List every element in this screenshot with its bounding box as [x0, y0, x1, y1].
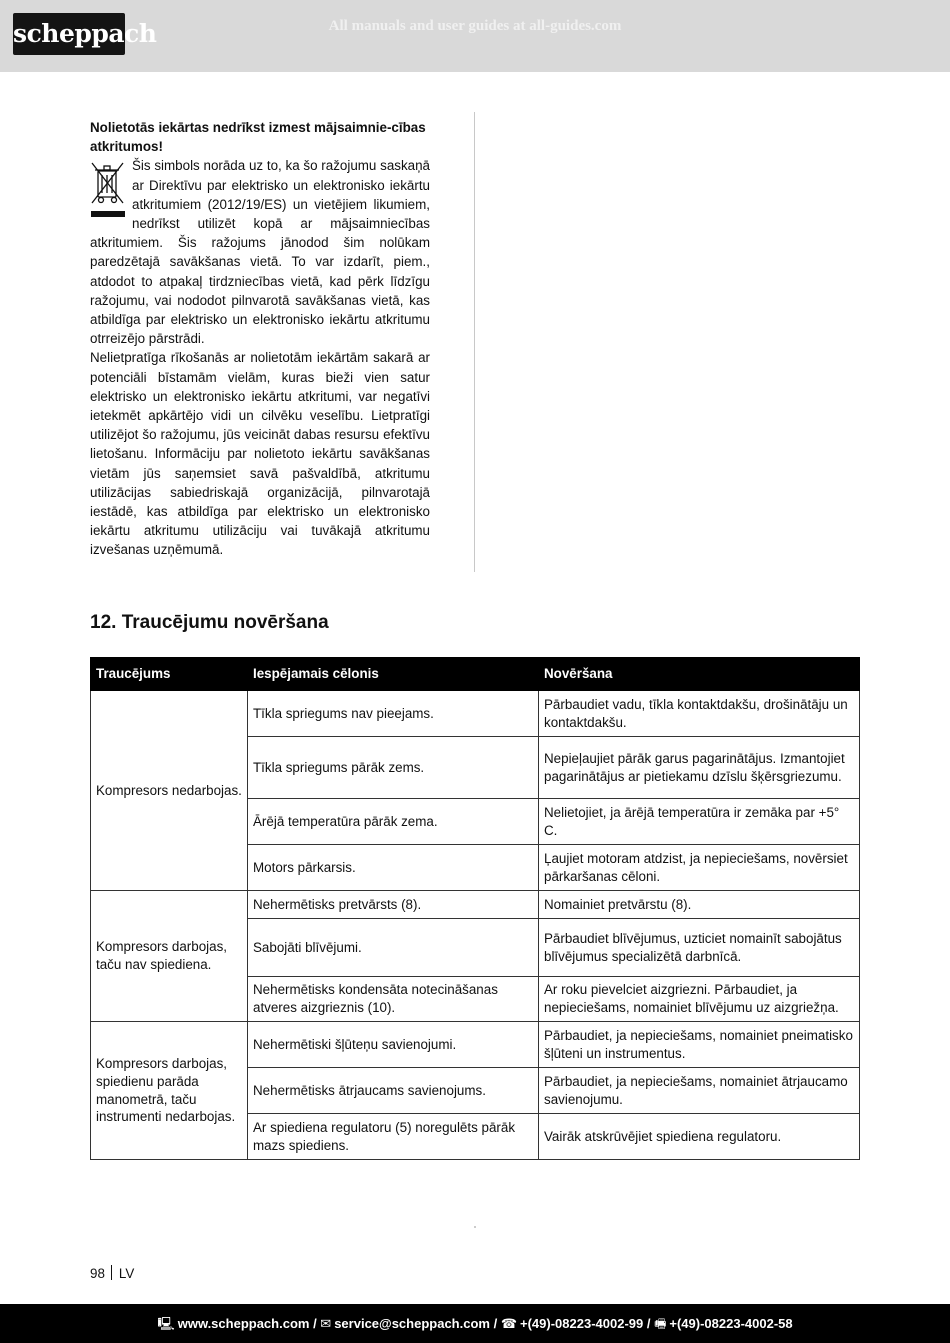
cause-cell: Ar spiediena regulatoru (5) noregulēts pārāk mazs spiediens.: [248, 1114, 539, 1160]
cause-cell: Sabojāti blīvējumi.: [248, 919, 539, 977]
header-remedy: Novēršana: [539, 658, 860, 691]
cause-cell: Ārējā temperatūra pārāk zema.: [248, 799, 539, 845]
section-title: 12. Traucējumu novēršana: [90, 612, 329, 633]
fault-cell: Kompresors darbojas, spiedienu parāda manometrā, taču instrumenti nedarbojas.: [91, 1022, 248, 1160]
cause-cell: Motors pārkarsis.: [248, 845, 539, 891]
table-row: [91, 891, 860, 919]
remedy-cell: Nepieļaujiet pārāk garus pagarinātājus. Izmantojiet pagarinātājus ar pietiekamu dzīslu šķērsgriezumu.: [539, 737, 860, 799]
table-header-row: [91, 658, 860, 691]
phone-icon: ☎: [500, 1316, 518, 1331]
disposal-notice: [90, 118, 430, 560]
cause-cell: Nehermētisks ātrjaucams savienojums.: [248, 1068, 539, 1114]
cause-cell: Tīkla spriegums nav pieejams.: [248, 691, 539, 737]
header-fault: Traucējums: [91, 658, 248, 691]
cause-cell: Nehermētiski šļūteņu savienojumi.: [248, 1022, 539, 1068]
fax-icon: 🖷: [654, 1316, 667, 1331]
footer-fax: +(49)-08223-4002-58: [669, 1316, 793, 1331]
page-number: 98: [90, 1266, 105, 1281]
remedy-cell: Ļaujiet motoram atdzist, ja nepieciešams, novērsiet pārkaršanas cēloni.: [539, 845, 860, 891]
cause-cell: Nehermētisks pretvārsts (8).: [248, 891, 539, 919]
crossed-out-bin-icon: [90, 159, 126, 221]
page-mark: [474, 1226, 476, 1228]
remedy-cell: Nelietojiet, ja ārējā temperatūra ir zemāka par +5° C.: [539, 799, 860, 845]
cause-cell: Nehermētisks kondensāta notecināšanas atveres aizgrieznis (10).: [248, 977, 539, 1022]
remedy-cell: Pārbaudiet blīvējumus, uzticiet nomainīt sabojātus blīvējumus specializētā darbnīcā.: [539, 919, 860, 977]
table-row: [91, 691, 860, 737]
footer-email-link[interactable]: service@scheppach.com: [334, 1316, 490, 1331]
remedy-cell: Ar roku pievelciet aizgriezni. Pārbaudiet, ja nepieciešams, nomainiet blīvējumu uz aizgriežņa.: [539, 977, 860, 1022]
remedy-cell: Vairāk atskrūvējiet spiediena regulatoru.: [539, 1114, 860, 1160]
page-language: LV: [118, 1266, 135, 1281]
troubleshooting-table: [90, 657, 860, 1160]
page-footer-number: [90, 1265, 134, 1281]
remedy-cell: Pārbaudiet vadu, tīkla kontaktdakšu, drošinātāju un kontaktdakšu.: [539, 691, 860, 737]
remedy-cell: Pārbaudiet, ja nepieciešams, nomainiet pneimatisko šļūteni un instrumentus.: [539, 1022, 860, 1068]
disposal-paragraph-1: Šis simbols norāda uz to, ka šo ražojumu saskaņā ar Direktīvu par elektrisko un elektronisko iekārtu atkritumiem (2012/19/ES) un vietējiem likumiem, nedrīkst utilizēt kopā ar mājsaimniecības atkritumiem. Šis ražojums jānodod šim nolūkam paredzētajā savākšanas vietā. To var izdarīt, piem., atdodot to atpakaļ tirdzniecības vietā, kad pērk līdzīgu ražojumu, vai nododot pilnvarotā savākšanas vietā, kas atbildīga par elektrisko un elektronisko iekārtu atkritumu otrreizējo pārstrādi.: [90, 158, 430, 347]
header-cause: Iespējamais cēlonis: [248, 658, 539, 691]
remedy-cell: Pārbaudiet, ja nepieciešams, nomainiet ātrjaucamo savienojumu.: [539, 1068, 860, 1114]
cause-cell: Tīkla spriegums pārāk zems.: [248, 737, 539, 799]
footer-phone: +(49)-08223-4002-99: [520, 1316, 644, 1331]
page-number-divider: [111, 1265, 112, 1280]
contact-footer: 🖳 www.scheppach.com / ✉ service@scheppach.com / ☎ +(49)-08223-4002-99 / 🖷 +(49)-08223-4002-58: [0, 1304, 950, 1343]
column-divider: [474, 112, 475, 572]
computer-icon: 🖳: [157, 1316, 175, 1331]
brand-logo: scheppach: [13, 13, 125, 55]
footer-web-link[interactable]: www.scheppach.com: [177, 1316, 310, 1331]
fault-cell: Kompresors darbojas, taču nav spiediena.: [91, 891, 248, 1022]
table-row: [91, 1022, 860, 1068]
disposal-paragraph-2: Nelietpratīga rīkošanās ar nolietotām iekārtām sakarā ar potenciāli bīstamām vielām, kuras bieži vien satur elektrisko un elektronisko iekārtu atkritumi, var negatīvi ietekmēt apkārtējo vidi un cilvēku veselību. Lietpratīgi utilizējot šo ražojumu, jūs veicināt dabas resursu efektīvu lietošanu. Informāciju par nolietoto iekārtu savākšanas vietām jūs saņemsiet savā pašvaldībā, atkritumu utilizācijas sabiedriskajā organizācijā, pilnvarotajā iestādē, kas atbildīga par elektrisko un elektronisko iekārtu atkritumu utilizāciju vai tuvākajā atkritumu izvešanas uzņēmumā.: [90, 350, 430, 558]
header-bar: [0, 0, 950, 72]
watermark: All manuals and user guides at all-guides.com: [328, 18, 622, 34]
remedy-cell: Nomainiet pretvārstu (8).: [539, 891, 860, 919]
fault-cell: Kompresors nedarbojas.: [91, 691, 248, 891]
mail-icon: ✉: [320, 1316, 332, 1331]
disposal-title: Nolietotās iekārtas nedrīkst izmest mājsaimnie-cības atkritumos!: [90, 120, 426, 155]
